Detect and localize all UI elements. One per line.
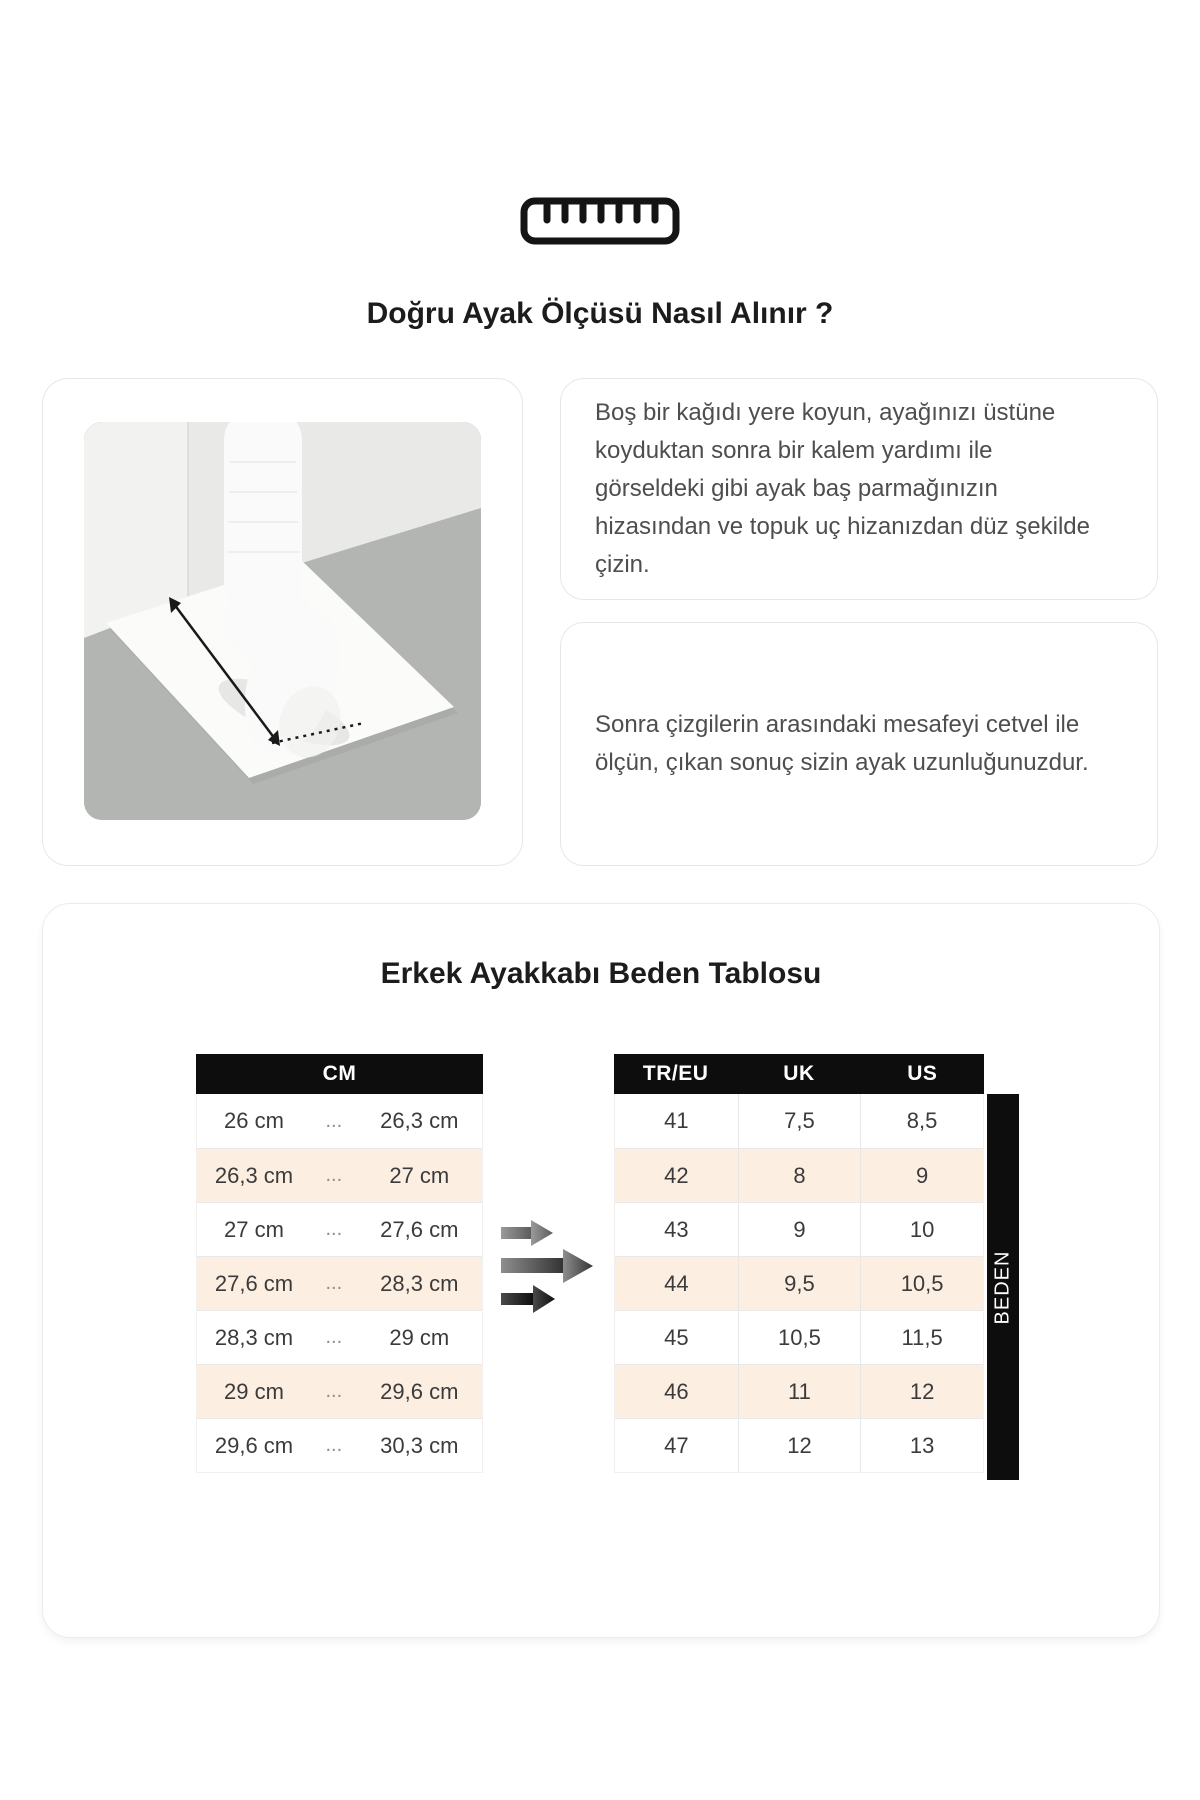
cm-min-value: 29 cm: [224, 1378, 284, 1404]
foot-measure-photo: [84, 422, 481, 820]
cm-max-value: 29 cm: [389, 1324, 450, 1350]
beden-side-label: BEDEN: [987, 1094, 1019, 1480]
size-conversion-group: [614, 1054, 1019, 1480]
instruction-step-2-text: Sonra çizgilerin arasındaki mesafeyi cetvel ile ölçün, çıkan sonuç sizin ayak uzunluğunuzdur.: [595, 711, 1089, 776]
cm-max-value: 28,3 cm: [380, 1270, 459, 1296]
ruler-icon: [0, 197, 1200, 250]
range-dots: ...: [325, 1109, 343, 1132]
size-table-row: [615, 1364, 983, 1418]
tr-eu-value: 46: [664, 1378, 689, 1404]
tr-eu-value: 43: [664, 1216, 689, 1242]
range-dots: ...: [325, 1272, 343, 1294]
range-dots: ...: [325, 1380, 343, 1402]
tr-eu-value: 47: [664, 1432, 689, 1458]
size-chart-card: [42, 903, 1160, 1638]
cm-table-row: [197, 1256, 482, 1310]
range-dots: ...: [325, 1164, 343, 1186]
cm-min-value: 27,6 cm: [214, 1270, 294, 1296]
cm-min-value: 29,6 cm: [214, 1432, 294, 1458]
header-us: US: [907, 1062, 938, 1085]
size-table-row: [615, 1202, 983, 1256]
cm-table-row: [197, 1364, 482, 1418]
range-dots: ...: [325, 1326, 343, 1348]
size-table-body: [614, 1094, 984, 1473]
conversion-arrows-icon: [483, 1054, 614, 1316]
instruction-step-1-text: Boş bir kağıdı yere koyun, ayağınızı üstüne koyduktan sonra bir kalem yardımı ile görseldeki gibi ayak baş parmağınızın hizasından ve topuk uç hizanızdan düz şekilde çizin.: [595, 399, 1090, 578]
cm-table-row: [197, 1310, 482, 1364]
instruction-step-1-card: [560, 378, 1158, 600]
cm-table-row: [197, 1418, 482, 1472]
cm-range-table: [196, 1054, 483, 1473]
range-dots: ...: [325, 1218, 343, 1240]
size-table-row: [615, 1256, 983, 1310]
cm-max-value: 29,6 cm: [380, 1378, 459, 1404]
us-value: 10: [860, 1203, 983, 1256]
size-chart-title: Erkek Ayakkabı Beden Tablosu: [380, 957, 822, 990]
tr-eu-value: 41: [664, 1108, 689, 1133]
cm-table-body: [196, 1094, 483, 1473]
uk-value: 11: [738, 1365, 861, 1418]
page-title: Doğru Ayak Ölçüsü Nasıl Alınır ?: [366, 297, 834, 330]
uk-value: 7,5: [738, 1094, 861, 1148]
instructions-column: [560, 378, 1158, 866]
uk-value: 12: [738, 1419, 861, 1472]
cm-max-value: 27 cm: [389, 1162, 450, 1188]
uk-value: 9,5: [738, 1257, 861, 1310]
us-value: 12: [860, 1365, 983, 1418]
range-dots: ...: [325, 1434, 343, 1456]
cm-max-value: 26,3 cm: [380, 1108, 459, 1133]
us-value: 11,5: [860, 1311, 983, 1364]
uk-value: 10,5: [738, 1311, 861, 1364]
cm-min-value: 26,3 cm: [214, 1162, 294, 1188]
uk-value: 8: [738, 1149, 861, 1202]
us-value: 9: [860, 1149, 983, 1202]
cm-max-value: 27,6 cm: [380, 1216, 459, 1242]
cm-table-header: CM: [196, 1054, 483, 1094]
tr-eu-value: 45: [664, 1324, 689, 1350]
measure-section: [42, 378, 1158, 866]
uk-value: 9: [738, 1203, 861, 1256]
us-value: 10,5: [860, 1257, 983, 1310]
header-tr-eu: TR/EU: [642, 1062, 709, 1085]
cm-max-value: 30,3 cm: [380, 1432, 459, 1458]
us-value: 13: [860, 1419, 983, 1472]
cm-min-value: 27 cm: [224, 1216, 284, 1242]
cm-table-row: [197, 1202, 482, 1256]
us-value: 8,5: [860, 1094, 983, 1148]
tr-eu-value: 42: [664, 1162, 689, 1188]
size-table-row: [615, 1148, 983, 1202]
cm-min-value: 26 cm: [224, 1108, 284, 1133]
size-table-row: [615, 1418, 983, 1472]
tr-eu-value: 44: [664, 1270, 689, 1296]
cm-table-row: [197, 1148, 482, 1202]
size-table-row: [615, 1094, 983, 1148]
cm-table-row: [197, 1094, 482, 1148]
size-tables-row: [43, 1054, 1159, 1480]
foot-measure-photo-card: [42, 378, 523, 866]
cm-min-value: 28,3 cm: [214, 1324, 294, 1350]
header-uk: UK: [783, 1062, 815, 1085]
size-table-row: [615, 1310, 983, 1364]
size-conversion-table: [614, 1054, 984, 1473]
instruction-step-2-card: [560, 622, 1158, 866]
size-table-header-row: [614, 1054, 984, 1094]
